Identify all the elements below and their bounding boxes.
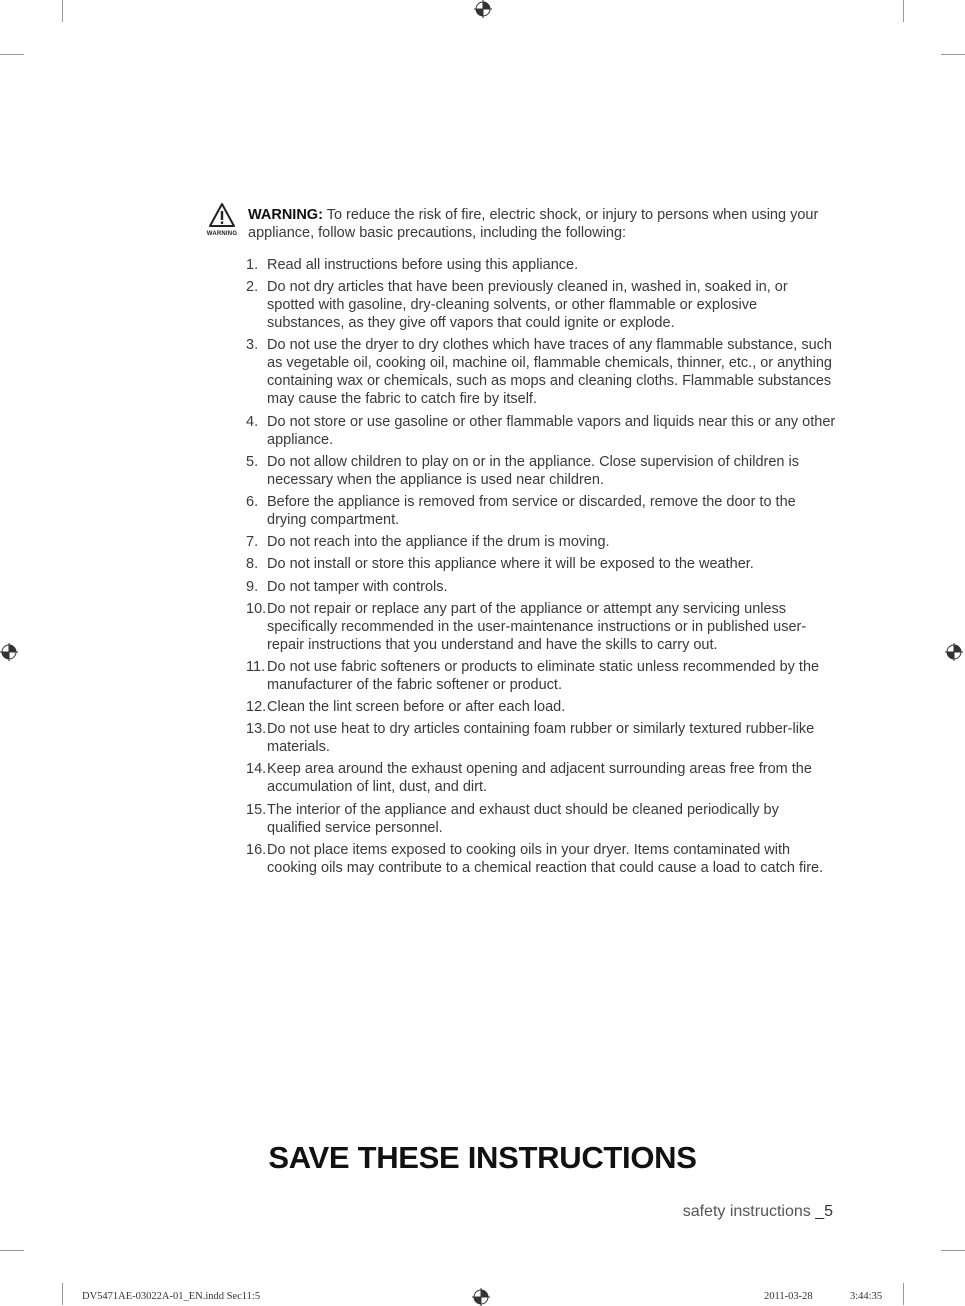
list-item xyxy=(246,533,836,551)
registration-mark-icon xyxy=(0,643,18,661)
warning-statement xyxy=(248,206,833,242)
list-item-text: Do not dry articles that have been previously cleaned in, washed in, soaked in, or spotted with gasoline, dry-cleaning solvents, or other flammable or explosive substances, as they give off vapors that could ignite or explode. xyxy=(267,279,788,332)
list-item-number: 13. xyxy=(246,721,267,738)
print-slug-time: 3:44:35 xyxy=(850,1291,883,1302)
warning-lead: WARNING: xyxy=(248,207,323,223)
list-item-text: Do not use fabric softeners or products to eliminate static unless recommended by the manufacturer of the fabric softener or product. xyxy=(267,658,820,693)
list-item-number: 3. xyxy=(246,337,259,354)
crop-mark xyxy=(941,1250,965,1251)
list-item xyxy=(246,413,836,449)
list-item-text: Clean the lint screen before or after each load. xyxy=(267,699,566,716)
list-item-number: 1. xyxy=(246,257,259,273)
list-item-text: Do not store or use gasoline or other flammable vapors and liquids near this or any other appliance. xyxy=(267,413,836,448)
list-item xyxy=(246,256,836,274)
list-item xyxy=(246,578,836,596)
warning-icon-caption: WARNING xyxy=(206,231,238,237)
list-item xyxy=(246,841,836,877)
list-item-number: 8. xyxy=(246,556,259,573)
print-slug-date: 2011-03-28 xyxy=(764,1291,813,1302)
print-slug-file: DV5471AE-03022A-01_EN.indd Sec11:5 xyxy=(82,1291,261,1302)
list-item-text: Do not place items exposed to cooking oils in your dryer. Items contaminated with cooking oils may contribute to a chemical reaction that could cause a load to catch fire. xyxy=(267,841,824,876)
crop-mark xyxy=(0,1250,24,1251)
list-item-number: 10. xyxy=(246,600,267,617)
list-item-number: 4. xyxy=(246,413,259,430)
list-item-number: 2. xyxy=(246,279,259,296)
list-item xyxy=(246,698,836,716)
crop-mark xyxy=(0,54,24,55)
list-item-number: 16. xyxy=(246,841,267,858)
instruction-list xyxy=(246,256,836,881)
list-item xyxy=(246,555,836,573)
list-item-number: 5. xyxy=(246,453,259,470)
list-item-number: 7. xyxy=(246,534,259,551)
crop-mark xyxy=(62,0,63,22)
list-item-text: Do not reach into the appliance if the drum is moving. xyxy=(267,534,610,551)
list-item-text: Keep area around the exhaust opening and adjacent surrounding areas free from the accumulation of lint, dust, and dirt. xyxy=(267,761,812,796)
crop-mark xyxy=(903,0,904,22)
warning-triangle-icon xyxy=(200,202,244,242)
list-item-text: Read all instructions before using this appliance. xyxy=(267,257,579,273)
list-item-text: Do not allow children to play on or in the appliance. Close supervision of children is necessary when the appliance is used near children. xyxy=(267,453,799,488)
list-item-number: 11. xyxy=(246,658,266,675)
warning-body: To reduce the risk of fire, electric shock, or injury to persons when using your appliance, follow basic precautions, including the following: xyxy=(248,207,819,241)
list-item xyxy=(246,493,836,529)
list-item xyxy=(246,336,836,408)
page-footer xyxy=(683,1203,833,1221)
list-item-number: 6. xyxy=(246,493,259,510)
list-item-text: Do not install or store this appliance where it will be exposed to the weather. xyxy=(267,556,754,573)
list-item xyxy=(246,760,836,796)
list-item xyxy=(246,600,836,654)
list-item-number: 12. xyxy=(246,699,267,716)
registration-mark-icon xyxy=(945,643,963,661)
list-item xyxy=(246,453,836,489)
list-item-number: 14. xyxy=(246,761,267,778)
footer-section-label: safety instructions xyxy=(682,1203,816,1220)
crop-mark xyxy=(941,54,965,55)
list-item-number: 9. xyxy=(246,578,259,595)
list-item-text: Do not repair or replace any part of the appliance or attempt any servicing unless specifically recommended in the user-maintenance instructions or in published user-repair instructions that you understand and have the skills to carry out. xyxy=(267,600,807,653)
list-item-text: Do not use heat to dry articles containing foam rubber or similarly textured rubber-like materials. xyxy=(267,721,815,756)
registration-mark-icon xyxy=(472,1288,490,1306)
list-item xyxy=(246,801,836,837)
list-item xyxy=(246,720,836,756)
list-item xyxy=(246,658,836,694)
crop-mark xyxy=(903,1283,904,1305)
list-item-text: Do not tamper with controls. xyxy=(267,578,448,595)
registration-mark-icon xyxy=(474,0,492,18)
page-number: _5 xyxy=(815,1203,833,1220)
list-item-text: Before the appliance is removed from service or discarded, remove the door to the drying compartment. xyxy=(267,493,796,528)
list-item-number: 15. xyxy=(246,801,267,818)
crop-mark xyxy=(62,1283,63,1305)
list-item-text: Do not use the dryer to dry clothes which have traces of any flammable substance, such as vegetable oil, cooking oil, machine oil, flammable chemicals, thinner, etc., or anything containing wax or chemicals, such as mops and cleaning cloths. Flammable substances may cause the fabric to catch fire by itself. xyxy=(267,337,832,408)
save-instructions-heading: SAVE THESE INSTRUCTIONS xyxy=(268,1140,697,1175)
list-item-text: The interior of the appliance and exhaust duct should be cleaned periodically by qualified service personnel. xyxy=(267,801,779,836)
list-item xyxy=(246,278,836,332)
